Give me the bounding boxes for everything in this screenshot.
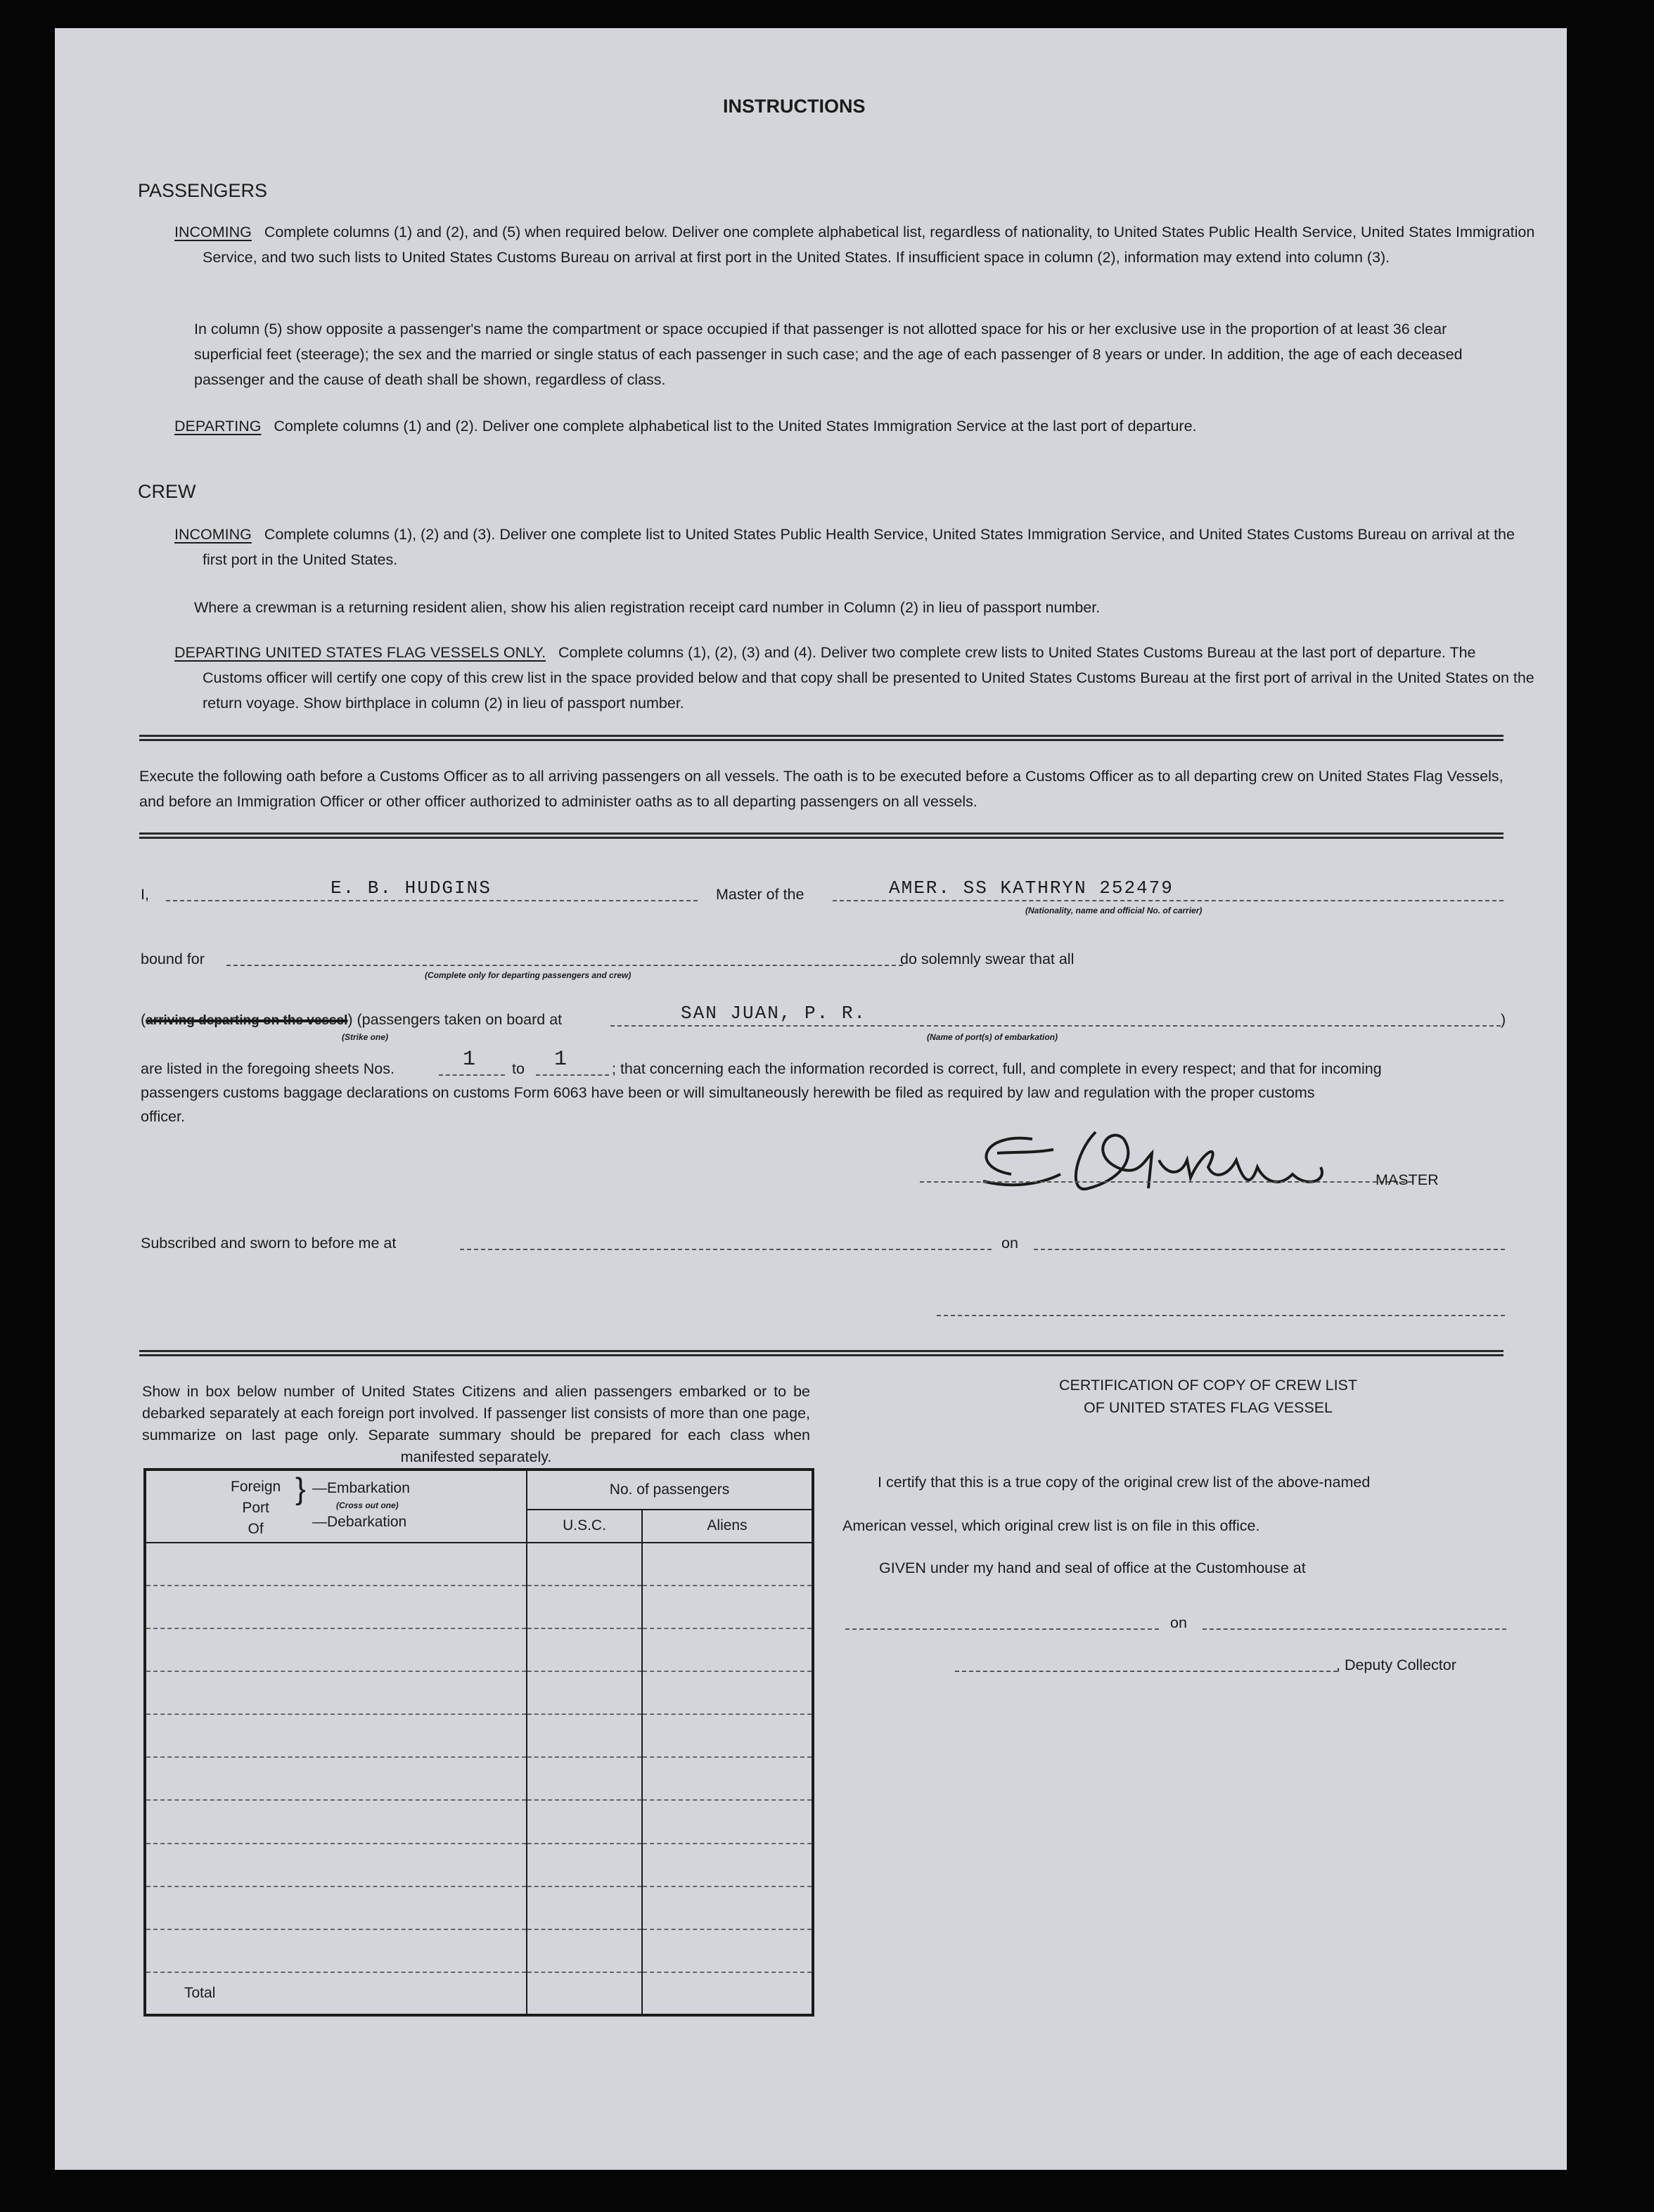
bound-for-line[interactable] — [226, 965, 903, 966]
to-label: to — [512, 1060, 525, 1077]
bound-for-label: bound for — [141, 951, 205, 967]
crew-departing-paragraph — [174, 640, 1537, 716]
certification-on-label: on — [1170, 1614, 1187, 1631]
section-divider — [139, 735, 1504, 741]
section-divider — [139, 832, 1504, 839]
summary-aliens-cell[interactable] — [642, 1757, 813, 1800]
brace: } — [295, 1472, 306, 1506]
passengers-departing-text: Complete columns (1) and (2). Deliver one complete alphabetical list to the United States Immigration Service at the last port of departure. — [274, 418, 1197, 435]
port-header-line3: Of — [248, 1521, 264, 1537]
deputy-collector-line[interactable] — [955, 1671, 1338, 1672]
port-header-cell — [145, 1470, 527, 1543]
crew-incoming-paragraph — [174, 522, 1537, 572]
deputy-collector-label: , Deputy Collector — [1336, 1657, 1456, 1673]
crew-incoming-text: Complete columns (1), (2) and (3). Deliver one complete list to United States Public Health Service, United States Immigration Service, and United States Customs Bureau on arrival at the first port in the United States. — [203, 526, 1515, 568]
port-header-line2: Port — [242, 1500, 269, 1516]
certification-line2: American vessel, which original crew list is on file in this office. — [842, 1517, 1260, 1534]
strike-caption: (Strike one) — [342, 1032, 389, 1042]
sheets-label: are listed in the foregoing sheets Nos. — [141, 1060, 395, 1077]
summary-aliens-cell[interactable] — [642, 1886, 813, 1929]
summary-row — [145, 1886, 813, 1929]
summary-instructions: Show in box below number of United States Citizens and alien passengers embarked or to be debarked separately at each foreign port involved. If passenger list consists of more than one page, summarize on last page only. Separate summary should be prepared for each class when manifested separately. — [142, 1383, 810, 1465]
summary-usc-cell[interactable] — [527, 1929, 642, 1972]
crew-departing-label: DEPARTING UNITED STATES FLAG VESSELS ONLY. — [174, 644, 546, 661]
summary-port-cell[interactable] — [145, 1800, 527, 1843]
summary-total-row — [145, 1972, 813, 2015]
crew-incoming-label: INCOMING — [174, 526, 252, 543]
summary-row — [145, 1929, 813, 1972]
passengers-label: ) (passengers taken on board at — [347, 1011, 563, 1028]
summary-usc-cell[interactable] — [527, 1671, 642, 1714]
summary-aliens-cell[interactable] — [642, 1844, 813, 1886]
master-name-line[interactable] — [166, 900, 698, 901]
subscribed-date-line[interactable] — [1034, 1249, 1505, 1250]
summary-aliens-cell[interactable] — [642, 1800, 813, 1843]
summary-usc-cell[interactable] — [527, 1586, 642, 1628]
bound-for-caption: (Complete only for departing passengers and crew) — [425, 970, 632, 980]
subscribed-place-line[interactable] — [460, 1249, 992, 1250]
port-header-line1: Foreign — [231, 1479, 281, 1495]
summary-aliens-cell[interactable] — [642, 1714, 813, 1757]
summary-usc-cell[interactable] — [527, 1543, 642, 1586]
vessel-caption: (Nationality, name and official No. of carrier) — [1025, 906, 1203, 915]
summary-port-cell[interactable] — [145, 1844, 527, 1886]
customhouse-place-line[interactable] — [845, 1628, 1159, 1630]
passenger-summary-table — [143, 1468, 814, 2017]
vessel-value: AMER. SS KATHRYN 252479 — [889, 877, 1174, 899]
aliens-header: Aliens — [642, 1510, 813, 1543]
summary-aliens-cell[interactable] — [642, 1543, 813, 1586]
certification-line3: GIVEN under my hand and seal of office at the Customhouse at — [879, 1560, 1306, 1576]
summary-row — [145, 1586, 813, 1628]
summary-port-cell[interactable] — [145, 1543, 527, 1586]
summary-row — [145, 1757, 813, 1800]
summary-total-label: Total — [145, 1972, 527, 2015]
crew-heading: CREW — [138, 481, 196, 502]
summary-port-cell[interactable] — [145, 1886, 527, 1929]
port-caption: (Name of port(s) of embarkation) — [927, 1032, 1058, 1042]
subscribed-label: Subscribed and sworn to before me at — [141, 1235, 397, 1252]
summary-port-cell[interactable] — [145, 1628, 527, 1671]
master-of-label: Master of the — [716, 886, 804, 903]
vessel-line[interactable] — [833, 900, 1504, 901]
certification-line1: I certify that this is a true copy of the original crew list of the above-named — [878, 1474, 1371, 1491]
summary-port-cell[interactable] — [145, 1714, 527, 1757]
summary-aliens-cell[interactable] — [642, 1586, 813, 1628]
port-value: SAN JUAN, P. R. — [681, 1003, 867, 1024]
summary-row — [145, 1800, 813, 1843]
crew-departing-text: Complete columns (1), (2), (3) and (4). Deliver two complete crew lists to United States Customs Bureau at the last port of departure. The Customs officer will certify one copy of this crew list in the space provided below and that copy shall be presented to United States Customs Bureau at the first port of arrival in the United States on the return voyage. Show birthplace in column (2) in lieu of passport number. — [203, 644, 1534, 712]
summary-usc-cell[interactable] — [527, 1714, 642, 1757]
certification-heading — [983, 1374, 1433, 1419]
form-page — [55, 28, 1567, 2170]
subscribed-on-label: on — [1001, 1235, 1018, 1252]
summary-port-cell[interactable] — [145, 1586, 527, 1628]
oath-i-label: I, — [141, 886, 149, 903]
master-name-value: E. B. HUDGINS — [331, 877, 492, 899]
summary-row — [145, 1844, 813, 1886]
no-of-passengers-header: No. of passengers — [527, 1470, 813, 1510]
summary-port-cell[interactable] — [145, 1929, 527, 1972]
summary-usc-cell[interactable] — [527, 1886, 642, 1929]
customhouse-date-line[interactable] — [1203, 1628, 1506, 1630]
certification-heading-line2: OF UNITED STATES FLAG VESSEL — [1083, 1399, 1333, 1416]
master-signature — [955, 1111, 1363, 1209]
sheet-to-line[interactable] — [536, 1074, 609, 1076]
summary-port-cell[interactable] — [145, 1671, 527, 1714]
passengers-heading: PASSENGERS — [138, 180, 268, 201]
oath-intro: Execute the following oath before a Customs Officer as to all arriving passengers on all vessels. The oath is to be executed before a Customs Officer as to all departing crew on United States Flag Vessels, and before an Immigration Officer or other officer authorized to administer oaths as to all departing passengers on all vessels. — [139, 768, 1504, 810]
crew-resident-paragraph: Where a crewman is a returning resident alien, show his alien registration receipt card number in Column (2) in lieu of passport number. — [194, 599, 1101, 616]
summary-usc-cell[interactable] — [527, 1628, 642, 1671]
sheet-from-line[interactable] — [439, 1074, 505, 1076]
embarkation-label: —Embarkation — [312, 1480, 410, 1496]
master-label: MASTER — [1376, 1171, 1439, 1188]
passengers-column5-paragraph: In column (5) show opposite a passenger's name the compartment or space occupied if that passenger is not allotted space for his or her exclusive use in the proportion of at least 36 clear superficial feet (steerage); the sex and the married or single status of each passenger in such case; and the age of each passenger of 8 years or under. In addition, the age of each deceased passenger and the cause of death shall be shown, regardless of class. — [194, 321, 1463, 388]
section-divider — [139, 1350, 1504, 1356]
swear-label: do solemnly swear that all — [900, 951, 1075, 967]
summary-aliens-cell[interactable] — [642, 1929, 813, 1972]
strike-line — [141, 1007, 562, 1034]
summary-row — [145, 1628, 813, 1671]
baggage-text: passengers customs baggage declarations on customs Form 6063 have been or will simultaneously herewith be filed as required by law and regulation with the proper customs — [141, 1084, 1315, 1101]
passengers-departing-label: DEPARTING — [174, 418, 262, 435]
officer-text: officer. — [141, 1108, 185, 1125]
port-line[interactable] — [610, 1025, 1501, 1027]
summary-aliens-cell[interactable] — [642, 1972, 813, 2015]
summary-usc-cell[interactable] — [527, 1800, 642, 1843]
passengers-departing-paragraph — [174, 413, 1509, 439]
summary-row — [145, 1671, 813, 1714]
summary-usc-cell[interactable] — [527, 1844, 642, 1886]
usc-header: U.S.C. — [527, 1510, 642, 1543]
strike-option[interactable]: arriving departing on the vessel — [146, 1013, 348, 1028]
master-signature-line[interactable] — [920, 1181, 1412, 1183]
summary-usc-cell[interactable] — [527, 1972, 642, 2015]
summary-aliens-cell[interactable] — [642, 1628, 813, 1671]
passengers-incoming-text: Complete columns (1) and (2), and (5) when required below. Deliver one complete alphabetical list, regardless of nationality, to United States Public Health Service, United States Immigration Service, and two such lists to United States Customs Bureau on arrival at first port in the United States. If insufficient space in column (2), information may extend into column (3). — [203, 224, 1535, 266]
certification-heading-line1: CERTIFICATION OF COPY OF CREW LIST — [1058, 1377, 1358, 1394]
sheets-tail: ; that concerning each the information recorded is correct, full, and complete in every respect; and that for incoming — [612, 1060, 1382, 1077]
sheet-from-value: 1 — [463, 1048, 477, 1072]
summary-usc-cell[interactable] — [527, 1757, 642, 1800]
strike-open-paren: ( — [141, 1011, 146, 1028]
debarkation-label[interactable]: —Debarkation — [312, 1514, 407, 1530]
passengers-incoming-label: INCOMING — [174, 224, 252, 240]
summary-port-cell[interactable] — [145, 1757, 527, 1800]
summary-row — [145, 1714, 813, 1757]
cross-out-caption: (Cross out one) — [336, 1500, 399, 1510]
passengers-incoming-paragraph — [174, 219, 1537, 270]
port-close-paren: ) — [1501, 1011, 1506, 1028]
summary-aliens-cell[interactable] — [642, 1671, 813, 1714]
summary-row — [145, 1543, 813, 1586]
page-title: INSTRUCTIONS — [723, 96, 866, 117]
sheet-to-value: 1 — [554, 1048, 569, 1072]
officer-signature-line[interactable] — [937, 1315, 1505, 1316]
